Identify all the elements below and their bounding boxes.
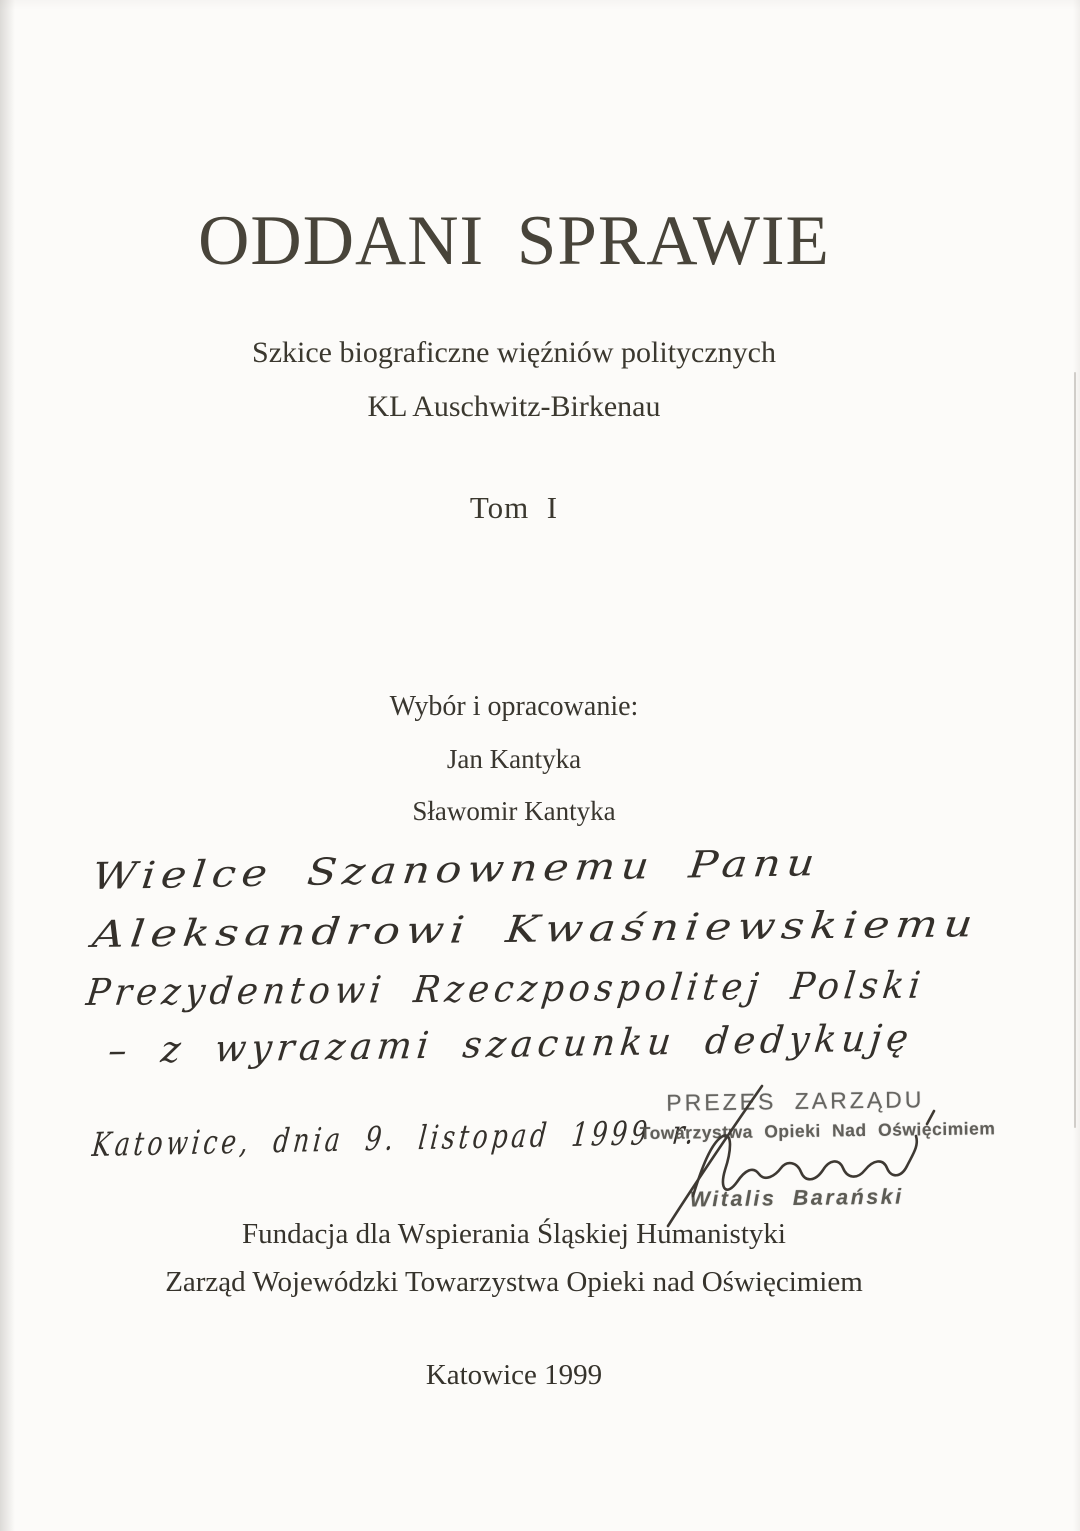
dedication-line: Wielce Szanownemu Panu xyxy=(90,840,823,899)
page-title: ODDANI SPRAWIE xyxy=(198,202,830,280)
dedication-line: Prezydentowi Rzeczpospolitej Polski xyxy=(84,963,928,1015)
imprint-place-year: Katowice 1999 xyxy=(425,1359,603,1391)
editor-name: Sławomir Kantyka xyxy=(412,796,616,826)
subtitle-line-1: Szkice biograficzne więźniów politycznych xyxy=(252,336,776,369)
dedication-place-date: Katowice, dnia 9. listopad 1999 r. xyxy=(90,1112,700,1165)
volume-label: Tom I xyxy=(469,490,559,525)
stamp-title: PREZES ZARZĄDU xyxy=(666,1086,925,1116)
editors-heading: Wybór i opracowanie: xyxy=(389,691,639,722)
editor-name: Jan Kantyka xyxy=(446,744,582,774)
dedication-line: Aleksandrowi Kwaśniewskiemu xyxy=(90,902,981,957)
dedication-line: – z wyrazami szacunku dedykuję xyxy=(106,1016,916,1073)
stamp-signatory-name: Witalis Barański xyxy=(689,1184,904,1212)
scan-artifact-line xyxy=(1074,372,1076,1128)
publisher-line: Zarząd Wojewódzki Towarzystwa Opieki nad Oświęcimiem xyxy=(165,1266,863,1298)
stamp-organization: Towarzystwa Opieki Nad Oświęcimiem xyxy=(639,1118,996,1144)
subtitle-line-2: KL Auschwitz-Birkenau xyxy=(367,390,661,423)
publisher-line: Fundacja dla Wspierania Śląskiej Humanistyki xyxy=(242,1218,786,1250)
signature-scribble xyxy=(635,1078,996,1228)
